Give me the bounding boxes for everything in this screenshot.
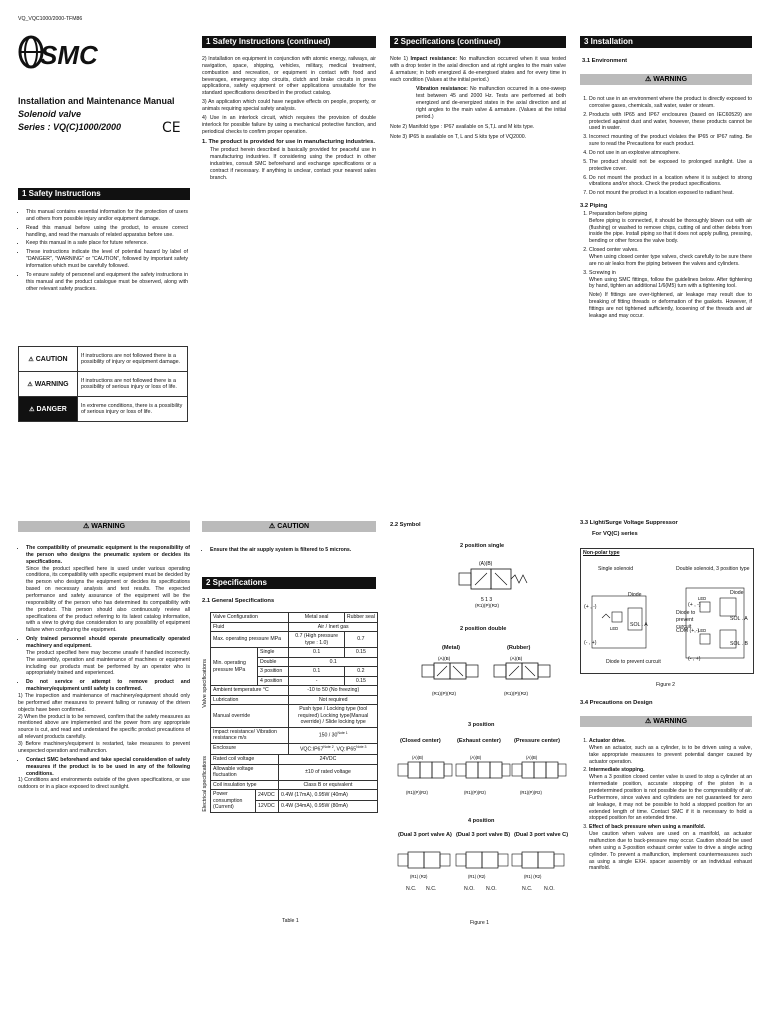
note-ref: Note 1 bbox=[337, 730, 348, 735]
valve-symbol-2pos-double-metal bbox=[412, 655, 482, 706]
row-label: Ambient temperature °C bbox=[211, 686, 289, 696]
valve-symbol-4pos-row bbox=[396, 844, 568, 889]
design-list bbox=[580, 738, 752, 874]
row-value: 0.4W (34mA), 0.95W (80mA) bbox=[279, 801, 378, 812]
caution-icon: ⚠ bbox=[268, 523, 276, 530]
row-label: Allowable voltage fluctuation bbox=[211, 764, 279, 780]
danger-label: DANGER bbox=[36, 405, 67, 413]
figure-caption: Figure 2 bbox=[656, 682, 676, 688]
side-label-valve: Valve specifications bbox=[202, 659, 208, 708]
row-value: 0.15 bbox=[344, 676, 377, 686]
row-value: VQC:IP67 bbox=[299, 746, 324, 753]
hazard-table: ⚠ CAUTION If instructions are not followed there is a possibility of injury or equipment damage. ⚠ WARNING If instructions are not followed there is a possibility of serious injury or loss of life. ⚠ DANGER In extreme conditions, there is a possibility of serious injury or loss of life. bbox=[18, 346, 188, 422]
symbol-label: (Metal) bbox=[442, 645, 461, 651]
row-value: 0.1 bbox=[289, 648, 344, 658]
list-item: 1. Actuator drive. When an actuator, such as a cylinder, is to be driven using a valve, take appropriate measures to prevent potential danger caused by actuator operation. bbox=[589, 738, 752, 765]
symbol-label: (Closed center) bbox=[400, 738, 441, 744]
row-value: Class B or equivalent bbox=[279, 780, 378, 790]
spec-notes bbox=[390, 56, 566, 140]
polarity-label: (- , +) bbox=[688, 656, 701, 662]
row-label: Power consumption (Current) bbox=[211, 790, 256, 813]
piping-title: 3.2 Piping bbox=[580, 203, 608, 210]
svg-text:(R1) (R2): (R1) (R2) bbox=[410, 874, 428, 879]
row-label: Impact resistance/ Vibration resistance m/s bbox=[211, 727, 289, 743]
svg-text:(A)(B): (A)(B) bbox=[479, 561, 493, 567]
list-item: 3. Incorrect mounting of the product violates the IP65 or IP67 rating. Be sure to read the Precautions for each product. bbox=[589, 134, 752, 148]
row-value: 0.7 (High pressure type : 1.0) bbox=[289, 632, 344, 648]
logo-text: SMC bbox=[40, 40, 98, 70]
svg-text:LED: LED bbox=[610, 626, 619, 631]
row-value: 0.1 bbox=[289, 657, 378, 667]
row-label: Lubrication bbox=[211, 695, 289, 705]
single-solenoid-label: Single solenoid bbox=[598, 566, 634, 572]
vibration-title: Vibration resistance: bbox=[416, 86, 468, 93]
row-value: - bbox=[289, 676, 344, 686]
design-title: 3.4 Precautions on Design bbox=[580, 700, 653, 706]
row-value: 0.4W (17mA), 0.95W (40mA) bbox=[279, 790, 378, 801]
svg-text:LED: LED bbox=[698, 596, 707, 601]
svg-text:(A)(B): (A)(B) bbox=[526, 755, 538, 760]
list-item: 6. Do not mount the product in a location where it is subject to strong vibrations and/or shock. Check the product specifications. bbox=[589, 175, 752, 189]
list-item: 7. Do not mount the product in a location exposed to radiant heat. bbox=[589, 190, 752, 197]
section-2-continued-header: 2 Specifications (continued) bbox=[390, 36, 566, 48]
spec-table bbox=[202, 612, 378, 813]
warning-item-title: Contact SMC beforehand and take special consideration of safety measures if the product is to be used in any of the following conditions. bbox=[26, 756, 190, 777]
list-item: 3. Screwing in When using SMC fittings, follow the guidelines below. After tightening by hand, tighten an additional 1/6(M5) turn with a tightening tool. bbox=[589, 270, 752, 291]
warning-sub-item: 1) Conditions and environments outside of the given specifications, or use outdoors or in a place exposed to direct sunlight. bbox=[18, 777, 190, 791]
bullet: • These instructions indicate the level of potential hazard by label of "DANGER", "WARNING" or "CAUTION", followed by important safety information which must be carefully followed. bbox=[26, 249, 188, 270]
general-specs-title: 2.1 General Specifications bbox=[202, 598, 275, 604]
row-label: Coil insulation type bbox=[211, 780, 279, 790]
item: 3) An application which could have negative effects on people, property, or animals requiring special safety analysis. bbox=[202, 99, 376, 113]
row-label: Enclosure bbox=[211, 743, 289, 754]
valve-symbol-2pos-single bbox=[455, 557, 535, 614]
note-ref: Note 2 bbox=[323, 744, 334, 749]
svg-text:(A)(B): (A)(B) bbox=[438, 656, 451, 661]
svg-text:(R1)(P)(R2): (R1)(P)(R2) bbox=[406, 790, 428, 795]
safety-continued bbox=[202, 56, 376, 181]
svg-text:(R1) (R2): (R1) (R2) bbox=[524, 874, 542, 879]
row-label: Rated coil voltage bbox=[211, 755, 279, 765]
row-key: Double bbox=[258, 657, 289, 667]
com-label: COM (+,-) bbox=[676, 628, 700, 634]
section-1-continued-header: 1 Safety Instructions (continued) bbox=[202, 36, 376, 48]
no-label: N.O. bbox=[486, 886, 497, 892]
list-item: 2. Intermediate stopping. When a 3 position closed center valve is used to stop a cylinder at an intermediate position, accurate stopping of the piston in a predetermined position is not possible due to the compressibility of air. Furthermore, since valves and cylinders are not guaranteed for zero air leakage, it may not be possible to hold a stopped position for an extended length of time. Contact SMC if it is necessary to hold a stopped position for an extended time. bbox=[589, 767, 752, 822]
warning-bar: ⚠ WARNING bbox=[580, 74, 752, 85]
warning-bar: ⚠ WARNING bbox=[18, 521, 190, 532]
warning-icon: ⚠ bbox=[644, 718, 652, 725]
warning-item-title: The compatibility of pneumatic equipment is the responsibility of the person who designs the pneumatic system or decides its specifications. bbox=[26, 545, 190, 565]
row-label: Manual override bbox=[211, 705, 289, 728]
piping-note: Note) If fittings are over-tightened, air leakage may result due to breaking of fitting threads or deformation of the gaskets. However, if fittings are not tightened sufficiently, loosening of the threads and air leakage and may occur. bbox=[589, 292, 752, 319]
item: 2) Installation on equipment in conjunction with atomic energy, railways, air navigation, space, shipping, vehicles, military, medical treatment, combustion and recreation, or equipment in contact with food and beverages, emergency stop circuits, clutch and brake circuits in press applications, safety equipment or other applications unsuitable for the standard specifications described in the product catalog. bbox=[202, 56, 376, 97]
series-name: Series : VQ(C)1000/2000 bbox=[18, 122, 122, 132]
section-2-header: 2 Specifications bbox=[202, 577, 376, 589]
row-value: 0.7 bbox=[344, 632, 377, 648]
polarity-label: (- , +) bbox=[584, 640, 597, 646]
polarity-label: (+ , -) bbox=[688, 602, 701, 608]
nc-label: N.C. bbox=[522, 886, 533, 892]
symbol-label: 2 position double bbox=[460, 626, 507, 632]
symbol-label: (Pressure center) bbox=[514, 738, 561, 744]
industry-note-body: The product herein described is basically provided for peaceful use in manufacturing industries. If considering using the product in other industries, consult SMC beforehand and exchange specifications or a contract if necessary. If anything is unclear, contact your nearest sales branch. bbox=[210, 147, 376, 181]
vibration-text: No malfunction occurred in a one-sweep test between 45 and 2000 Hz. Tests are performed at both energized and de-energized states in the axial direction and at right angles to the main valve & armature. (Values at the initial period.) bbox=[416, 86, 566, 120]
item: 4) Use in an interlock circuit, which requires the provision of double interlock for possible failure by using a mechanical protective function, and periodical checks to confirm proper operation. bbox=[202, 114, 376, 135]
col-metal: Metal seal bbox=[289, 613, 344, 623]
warning-icon: ⚠ bbox=[82, 523, 90, 530]
svg-text:(R1)(P)(R2): (R1)(P)(R2) bbox=[475, 603, 499, 608]
row-value: Not required bbox=[289, 695, 378, 705]
warning-icon: ⚠ bbox=[644, 76, 652, 83]
row-key: Single bbox=[258, 648, 289, 658]
list-item: 2. Products with IP65 and IP67 enclosures (based on IEC60529) are protected against dust and water, however, these products cannot be used in water. bbox=[589, 112, 752, 133]
svg-text:(A)(B): (A)(B) bbox=[412, 755, 424, 760]
warning-label: WARNING bbox=[34, 380, 69, 388]
svg-text:(A)(B): (A)(B) bbox=[510, 656, 523, 661]
section-3-header: 3 Installation bbox=[580, 36, 752, 48]
polarity-label: (+ , -) bbox=[584, 604, 597, 610]
surge-title: 3.3 Light/Surge Voltage Suppressor bbox=[580, 520, 678, 526]
diode-label: Diode bbox=[730, 590, 744, 596]
bullet: • To ensure safety of personnel and equipment the safety instructions in this manual and the product catalogue must be observed, along with other relevant safety practices. bbox=[26, 272, 188, 293]
svg-text:(R1)(P)(R2): (R1)(P)(R2) bbox=[504, 691, 528, 696]
svg-text:(A)(B): (A)(B) bbox=[470, 755, 482, 760]
symbol-label: 3 position bbox=[468, 722, 495, 728]
warning-bar: ⚠ WARNING bbox=[580, 716, 752, 727]
valve-symbol-2pos-double-rubber bbox=[484, 655, 556, 706]
svg-text:(R1)(P)(R2): (R1)(P)(R2) bbox=[432, 691, 456, 696]
symbol-title: 2.2 Symbol bbox=[390, 522, 421, 528]
caution-bullet: Ensure that the air supply system is filtered to 5 microns. bbox=[210, 547, 352, 553]
bullet: • Read this manual before using the product, to ensure correct handling, and read the manuals of related apparatus before use. bbox=[26, 225, 188, 239]
bullet: • This manual contains essential information for the protection of users and others from possible injury and/or equipment damage. bbox=[26, 209, 188, 223]
safety-bullets bbox=[18, 209, 188, 294]
warning-text: If instructions are not followed there is a possibility of serious injury or loss of life. bbox=[78, 372, 188, 397]
row-label: Fluid bbox=[211, 622, 289, 632]
row-key: 12VDC bbox=[256, 801, 279, 812]
note-title: Impact resistance: bbox=[410, 56, 458, 62]
note-ref: Note 3 bbox=[356, 744, 367, 749]
surge-series: For VQ(C) series bbox=[592, 531, 638, 537]
warning-sub-item: 2) When the product is to be removed, confirm that the safety measures as mentioned above are implemented and the power from any appropriate source is cut, and read and understand the specific product precautions of all relevant products carefully. bbox=[18, 713, 190, 741]
symbol-label: (Dual 3 port valve A) bbox=[398, 832, 452, 838]
environment-title: 3.1 Environment bbox=[582, 58, 628, 64]
row-value: , VQ:IP65 bbox=[333, 746, 357, 753]
caution-text: If instructions are not followed there is a possibility of injury or equipment damage. bbox=[78, 347, 188, 372]
col-config: Valve Configuration bbox=[211, 613, 289, 623]
caution-content bbox=[202, 547, 376, 556]
svg-text:5 1 3: 5 1 3 bbox=[481, 597, 493, 603]
row-value: 24VDC bbox=[279, 755, 378, 765]
sol-b-label: SOL . B bbox=[730, 641, 748, 647]
double-solenoid-label: Double solenoid, 3 position type bbox=[676, 566, 750, 572]
warning-item-body: Since the product specified here is used under various operating conditions, its compatibility with specific equipment must be decided by the person who designs the equipment or decides its specifications based on necessary analysis and test results. The expected performance and safety assurance of the equipment will be the responsibility of the person who has determined its compatibility with the product. This person should also continuously review all specifications of the product referring to its latest catalog information, with a view to giving due consideration to any possibility of equipment failure when configuring the equipment. bbox=[26, 565, 190, 634]
warning-item-title: Only trained personnel should operate pneumatically operated machinery and equipment. bbox=[26, 636, 190, 650]
list-item: 1. Preparation before piping Before piping is connected, it should be thoroughly blown out with air (flushing) or washed to remove chips, cutting oil and other debris from inside the pipe. Install piping so that it does not apply pulling, pressing, bending or other forces the valve body. bbox=[589, 211, 752, 245]
list-item: 1. Do not use in an environment where the product is directly exposed to corrosive gases, chemicals, salt water, water or steam. bbox=[589, 96, 752, 110]
row-value: 0.1 bbox=[289, 667, 344, 677]
prevent-label: Diode to prevent curcuit bbox=[606, 659, 661, 665]
table-caption: Table 1 bbox=[282, 918, 299, 924]
symbol-label: 2 position single bbox=[460, 543, 505, 549]
symbol-label: 4 position bbox=[468, 818, 495, 824]
list-item: 4. Do not use in an explosive atmosphere. bbox=[589, 150, 752, 157]
row-value: 0.15 bbox=[344, 648, 377, 658]
note-label: Note 1) bbox=[390, 56, 409, 62]
diode-label: Diode bbox=[628, 592, 642, 598]
section-1-header: 1 Safety Instructions bbox=[18, 188, 190, 200]
row-value: 0.2 bbox=[344, 667, 377, 677]
svg-text:(R1)(P)(R2): (R1)(P)(R2) bbox=[520, 790, 542, 795]
row-value: Air / Inert gas bbox=[289, 622, 378, 632]
smc-logo bbox=[18, 34, 98, 74]
caution-label: CAUTION bbox=[35, 355, 68, 363]
danger-text: In extreme conditions, there is a possibility of serious injury or loss of life. bbox=[78, 397, 188, 422]
caution-bar: ⚠ CAUTION bbox=[202, 521, 376, 532]
row-label: Max. operating pressure MPa bbox=[211, 632, 289, 648]
manual-title: Installation and Maintenance Manual bbox=[18, 96, 175, 106]
product-name: Solenoid valve bbox=[18, 109, 82, 119]
symbol-label: (Rubber) bbox=[507, 645, 531, 651]
list-item: 2. Closed center valves. When using closed center type valves, check carefully to be sure there are no air leaks from the piping between the valves and cylinders. bbox=[589, 247, 752, 268]
note-3: Note 3) IP65 is available on T, L and S kits type of VQ2000. bbox=[390, 133, 527, 140]
list-item: 5. The product should not be exposed to prolonged sunlight. Use a protective cover. bbox=[589, 159, 752, 173]
sol-a-label: SOL . A bbox=[730, 616, 748, 622]
nc-label: N.C. bbox=[406, 886, 417, 892]
no-label: N.O. bbox=[544, 886, 555, 892]
symbol-label: (Dual 3 port valve C) bbox=[514, 832, 569, 838]
symbol-label: (Exhaust center) bbox=[457, 738, 501, 744]
bullet: • Keep this manual in a safe place for future reference. bbox=[26, 240, 188, 247]
valve-symbol-3pos-row bbox=[396, 752, 568, 807]
row-value: 150 / 30 bbox=[318, 732, 338, 739]
environment-list bbox=[580, 96, 752, 320]
row-key: 4 position bbox=[258, 676, 289, 686]
warning-sub-item: 1) The inspection and maintenance of machinery/equipment should only be performed after measures to prevent falling or runaway of the driven objects have been confirmed. bbox=[18, 693, 190, 713]
industry-note-title: 1. The product is provided for use in manufacturing industries. bbox=[202, 139, 375, 146]
no-label: N.O. bbox=[464, 886, 475, 892]
document-id: VQ_VQC1000/2000-TFM86 bbox=[18, 16, 83, 22]
row-label: Min. operating pressure MPa bbox=[211, 648, 258, 686]
row-value: ±10 of rated voltage bbox=[279, 764, 378, 780]
sol-a-label: SOL . A bbox=[630, 622, 648, 628]
warning-sub-item: 3) Before machinery/equipment is restarted, take measures to prevent unexpected operation and malfunction. bbox=[18, 741, 190, 754]
nc-label: N.C. bbox=[426, 886, 437, 892]
prevent-label-2: Diode to prevent curcuit bbox=[676, 610, 696, 630]
svg-text:(R1) (R2): (R1) (R2) bbox=[468, 874, 486, 879]
col-rubber: Rubber seal bbox=[344, 613, 377, 623]
row-value: Push type / Locking type (tool required) Locking type(Manual override) / Slide locking type bbox=[289, 705, 378, 728]
row-key: 24VDC bbox=[256, 790, 279, 801]
warning-item-title: Do not service or attempt to remove product and machinery/equipment until safety is confirmed. bbox=[26, 679, 190, 693]
ce-mark: CE bbox=[162, 120, 181, 136]
side-label-electrical: Electrical specifications bbox=[202, 755, 208, 812]
note-2: Note 2) Manifold type : IP67 available on S,T,L and M kits type. bbox=[390, 123, 535, 130]
list-item: 3. Effect of back pressure when using a manifold. Use caution when valves are used on a manifold, as actuator malfunction due to back-pressure may occur. Caution should be used when using a 3-position exhaust center valve to drive a single acting cylinder. To prevent a malfunction, implement countermeasures such as using a single EXH. spacer assembly or an individual exhaust manifold. bbox=[589, 824, 752, 872]
row-key: 3 position bbox=[258, 667, 289, 677]
svg-text:(R1)(P)(R2): (R1)(P)(R2) bbox=[464, 790, 486, 795]
svg-text:LED: LED bbox=[698, 628, 707, 633]
warning-item-body: The product specified here may become unsafe if handled incorrectly. The assembly, operation and maintenance of machines or equipment including our products must be performed by an operator who is appropriately trained and experienced. bbox=[26, 649, 190, 677]
nonpolar-label: Non-polar type bbox=[583, 550, 620, 556]
note-text: No malfunction occurred when it was tested with a drop tester in the axial direction and at right angles to the main valve & armature; in both energized & de-energised states and for every time in each condition (Values at the initial period.) bbox=[390, 56, 566, 83]
figure-caption: Figure 1 bbox=[470, 920, 490, 926]
symbol-label: (Dual 3 port valve B) bbox=[456, 832, 511, 838]
row-value: -10 to 50 (No freezing) bbox=[289, 686, 378, 696]
warning-content bbox=[18, 545, 190, 791]
